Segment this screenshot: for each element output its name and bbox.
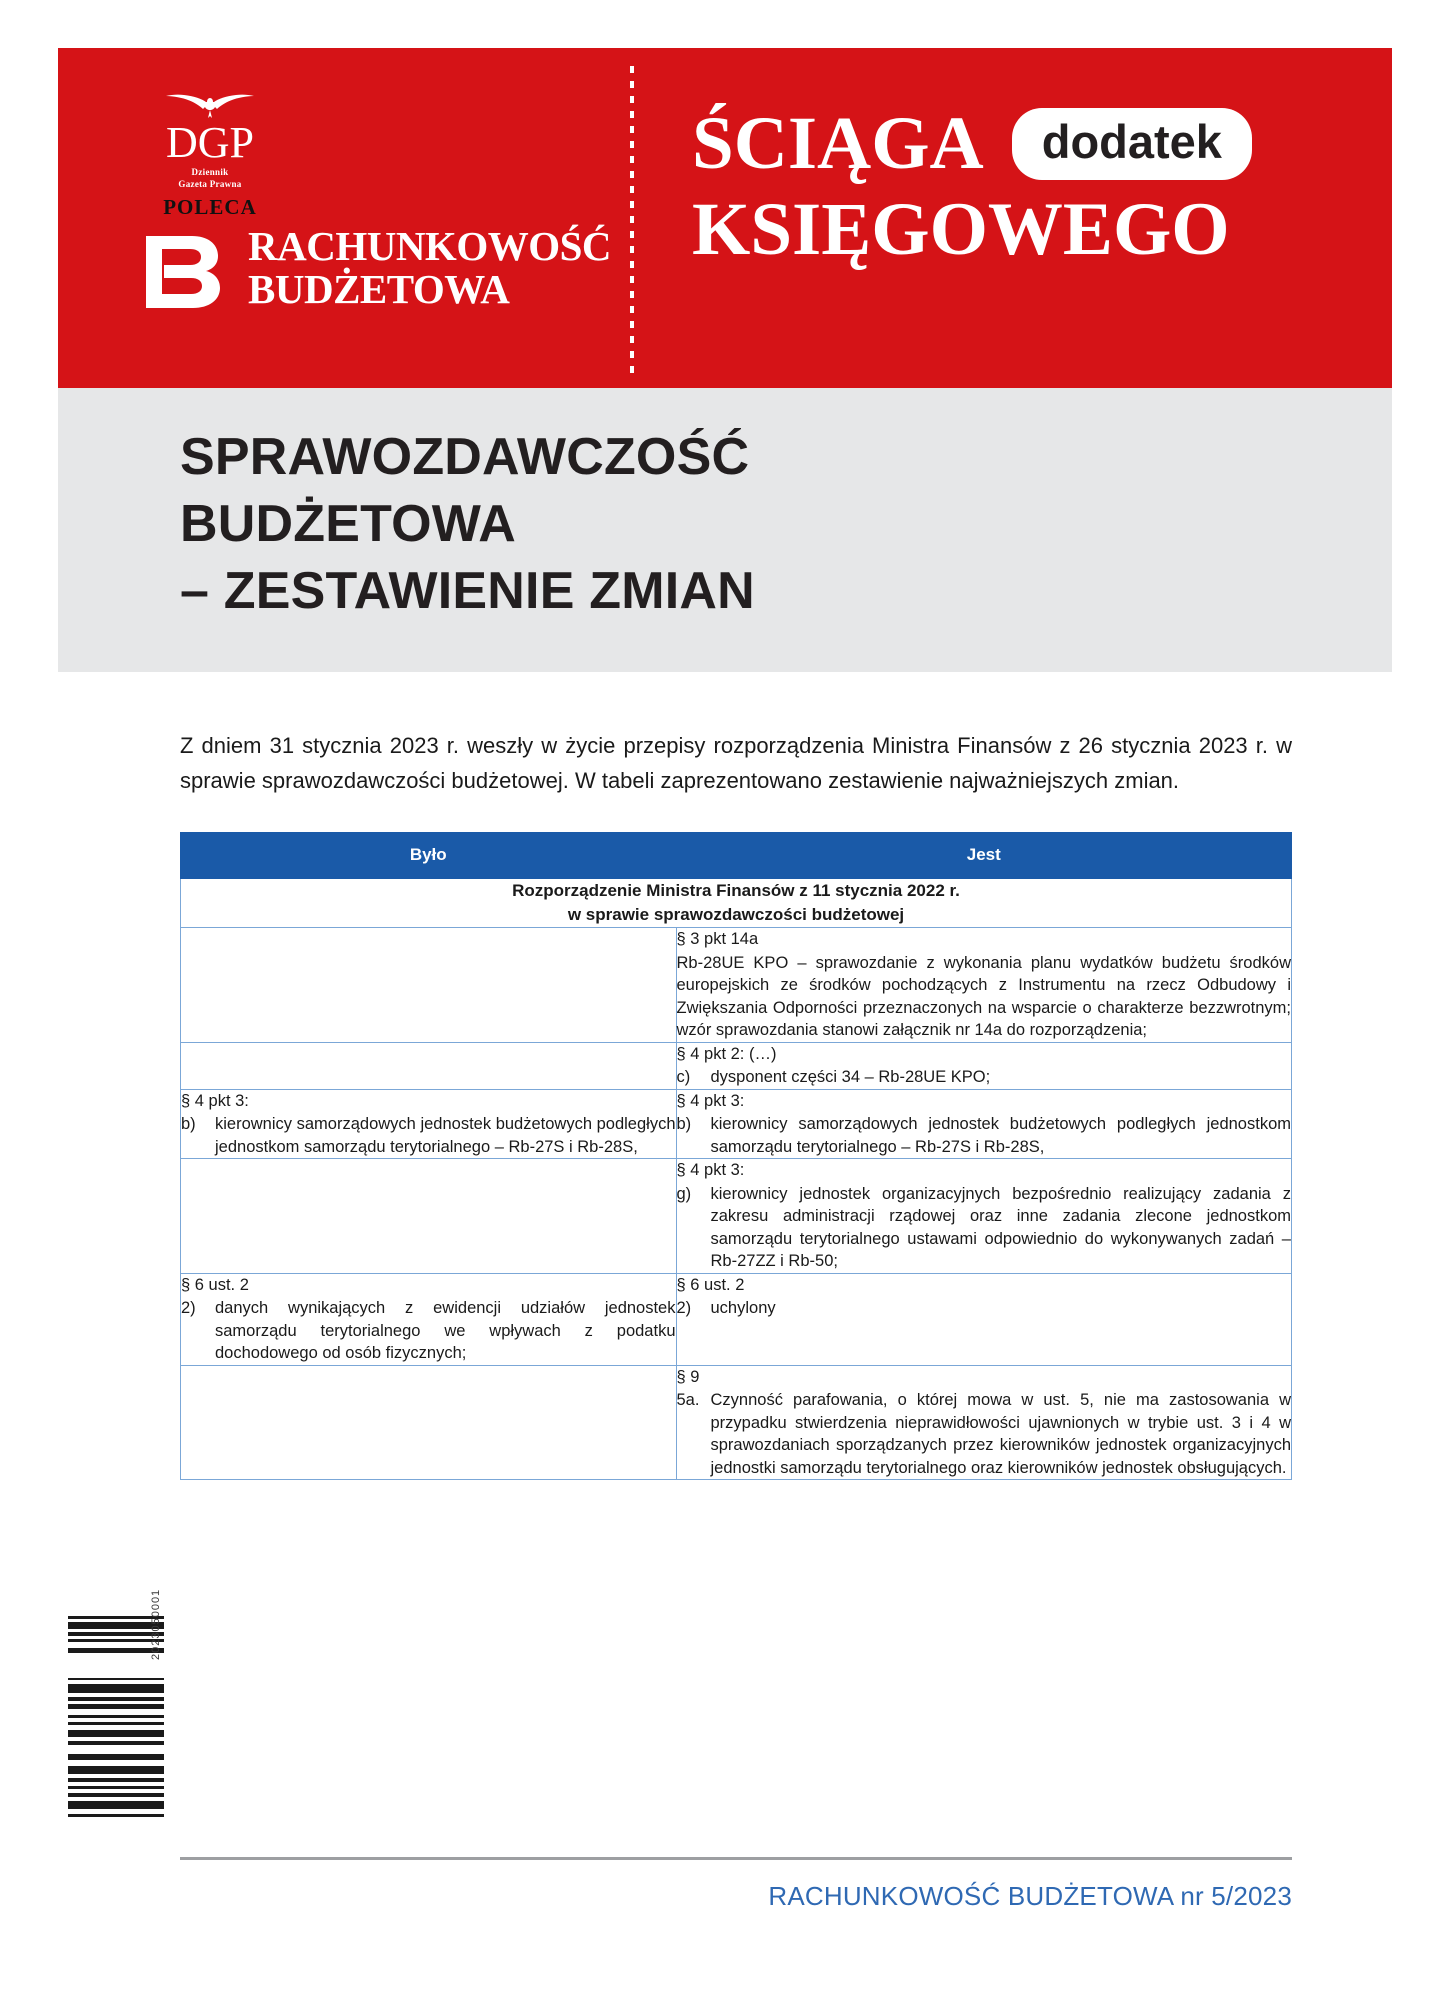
page-title-line3: – ZESTAWIENIE ZMIAN bbox=[180, 562, 755, 620]
clause-body: Rb-28UE KPO – sprawozdanie z wykonania planu wydatków budżetu środków europejskich ze środków pochodzących z Instrumentu na rzecz Odbudowy i Zwiększania Odporności przeznaczonych na wsparcie o charakterze bezzwrotnym; wzór sprawozdania stanowi załącznik nr 14a do rozporządzenia; bbox=[676, 953, 1291, 1039]
barcode-digits: 2023050001 bbox=[150, 1588, 162, 1660]
title-band bbox=[58, 388, 1392, 672]
dgp-subtitle-line1: Dziennik bbox=[191, 167, 229, 177]
clause-list-item bbox=[181, 1297, 676, 1365]
table-row bbox=[181, 1365, 1292, 1480]
list-body: danych wynikających z ewidencji udziałów jednostek samorządu terytorialnego we wpływach z podatku dochodowego od osób fizycznych; bbox=[215, 1299, 676, 1362]
list-body: kierownicy jednostek organizacyjnych bezpośrednio realizujący zadania z zakresu administracji rządowej oraz inne zadania zlecone jednostkom samorządu terytorialnego ustawami odpowiednio do wykonywanych zadań – Rb-27ZZ i Rb-50; bbox=[710, 1184, 1291, 1270]
cell-jest-1 bbox=[676, 1042, 1292, 1089]
rb-monogram-icon bbox=[146, 230, 234, 310]
clause-heading: § 6 ust. 2 bbox=[181, 1275, 249, 1294]
footer-divider bbox=[180, 1857, 1292, 1860]
masthead-right bbox=[630, 48, 1392, 388]
list-marker: b) bbox=[676, 1115, 692, 1133]
cell-bylo-3 bbox=[181, 1159, 677, 1274]
regulation-subheader-line1: Rozporządzenie Ministra Finansów z 11 stycznia 2022 r. bbox=[512, 881, 960, 900]
cell-bylo-1 bbox=[181, 1042, 677, 1089]
page-title-line1: SPRAWOZDAWCZOŚĆ bbox=[180, 428, 750, 486]
magazine-title bbox=[248, 223, 612, 312]
dodatek-badge: dodatek bbox=[1012, 108, 1252, 180]
table-row bbox=[181, 1159, 1292, 1274]
list-body: uchylony bbox=[710, 1299, 776, 1317]
dgp-poleca-label: POLECA bbox=[163, 195, 257, 219]
clause-heading: § 3 pkt 14a bbox=[676, 930, 759, 948]
list-marker: g) bbox=[676, 1184, 692, 1203]
cell-jest-0 bbox=[676, 928, 1292, 1043]
clause-heading: § 4 pkt 2: (…) bbox=[676, 1044, 777, 1063]
magazine-title-line1: RACHUNKOWOŚĆ bbox=[248, 223, 612, 269]
magazine-title-line2: BUDŻETOWA bbox=[248, 266, 510, 312]
dgp-logo bbox=[155, 93, 265, 219]
footer-text bbox=[768, 1880, 1292, 1912]
list-marker: c) bbox=[676, 1068, 691, 1086]
intro-paragraph: Z dniem 31 stycznia 2023 r. weszły w życie przepisy rozporządzenia Ministra Finansów z 26 stycznia 2023 r. w sprawie sprawozdawczości budżetowej. W tabeli zaprezentowano zestawienie najważniejszych zmian. bbox=[180, 733, 1292, 793]
footer-issue: nr 5/2023 bbox=[1180, 1881, 1292, 1911]
page-title-line2: BUDŻETOWA bbox=[180, 495, 516, 553]
table-row bbox=[181, 1273, 1292, 1365]
cell-bylo-2 bbox=[181, 1089, 677, 1159]
column-header-jest: Jest bbox=[676, 833, 1292, 879]
series-word-sciaga: ŚCIĄGA bbox=[692, 102, 984, 185]
cell-jest-3 bbox=[676, 1159, 1292, 1274]
clause-heading: § 4 pkt 3: bbox=[676, 1091, 745, 1110]
series-word-ksiegowego: KSIĘGOWEGO bbox=[692, 188, 1230, 271]
cell-jest-5 bbox=[676, 1365, 1292, 1480]
list-body: Czynność parafowania, o której mowa w ust. 5, nie ma zastosowania w przypadku stwierdzenia nieprawidłowości ujawnionych w trybie ust. 3 i 4 w sprawozdaniach sporządzanych przez kierowników jednostek organizacyjnych jednostki samorządu terytorialnego oraz kierowników jednostek obsługujących. bbox=[710, 1391, 1291, 1477]
table-row bbox=[181, 1089, 1292, 1159]
cell-jest-4 bbox=[676, 1273, 1292, 1365]
series-line1 bbox=[692, 104, 1368, 184]
cell-bylo-0 bbox=[181, 928, 677, 1043]
clause-list-item bbox=[677, 1113, 1292, 1158]
clause-heading: § 6 ust. 2 bbox=[676, 1275, 745, 1294]
changes-table bbox=[180, 832, 1292, 1480]
masthead-left bbox=[58, 48, 630, 388]
table-subheader-row bbox=[181, 879, 1292, 928]
cell-bylo-4 bbox=[181, 1273, 677, 1365]
dgp-letters: DGP bbox=[165, 118, 255, 167]
clause-list-item bbox=[677, 1297, 1292, 1320]
clause-heading: § 4 pkt 3: bbox=[181, 1091, 249, 1110]
masthead bbox=[58, 48, 1392, 388]
page-title bbox=[180, 424, 755, 625]
rachunkowosc-budzetowa-logo bbox=[146, 223, 612, 312]
cell-jest-2 bbox=[676, 1089, 1292, 1159]
list-marker: 2) bbox=[181, 1299, 196, 1317]
footer-magazine-name: RACHUNKOWOŚĆ BUDŻETOWA bbox=[768, 1881, 1173, 1911]
list-marker: 5a. bbox=[676, 1391, 700, 1409]
list-body: kierownicy samorządowych jednostek budżetowych podległych jednostkom samorządu terytorialnego – Rb-27S i Rb-28S, bbox=[710, 1115, 1291, 1156]
clause-heading: § 4 pkt 3: bbox=[676, 1161, 745, 1179]
column-header-bylo: Było bbox=[181, 833, 677, 879]
regulation-subheader bbox=[181, 879, 1292, 928]
clause-list-item bbox=[677, 1183, 1292, 1273]
table-row bbox=[181, 928, 1292, 1043]
regulation-subheader-line2: w sprawie sprawozdawczości budżetowej bbox=[567, 905, 905, 924]
list-marker: b) bbox=[181, 1115, 196, 1133]
list-marker: 2) bbox=[676, 1299, 692, 1317]
table-row bbox=[181, 1042, 1292, 1089]
cell-bylo-5 bbox=[181, 1365, 677, 1480]
clause-list-item bbox=[677, 1389, 1292, 1479]
dgp-eagle-icon bbox=[164, 93, 256, 119]
table-header-row bbox=[181, 833, 1292, 879]
clause-list-item bbox=[677, 1066, 1292, 1089]
list-body: kierownicy samorządowych jednostek budżetowych podległych jednostkom samorządu terytorialnego – Rb-27S i Rb-28S, bbox=[215, 1115, 676, 1156]
clause-list-item bbox=[181, 1113, 676, 1158]
dgp-subtitle-line2: Gazeta Prawna bbox=[178, 179, 242, 189]
series-branding bbox=[692, 104, 1368, 272]
list-body: dysponent części 34 – Rb-28UE KPO; bbox=[710, 1068, 991, 1086]
clause-heading: § 9 bbox=[676, 1367, 700, 1386]
